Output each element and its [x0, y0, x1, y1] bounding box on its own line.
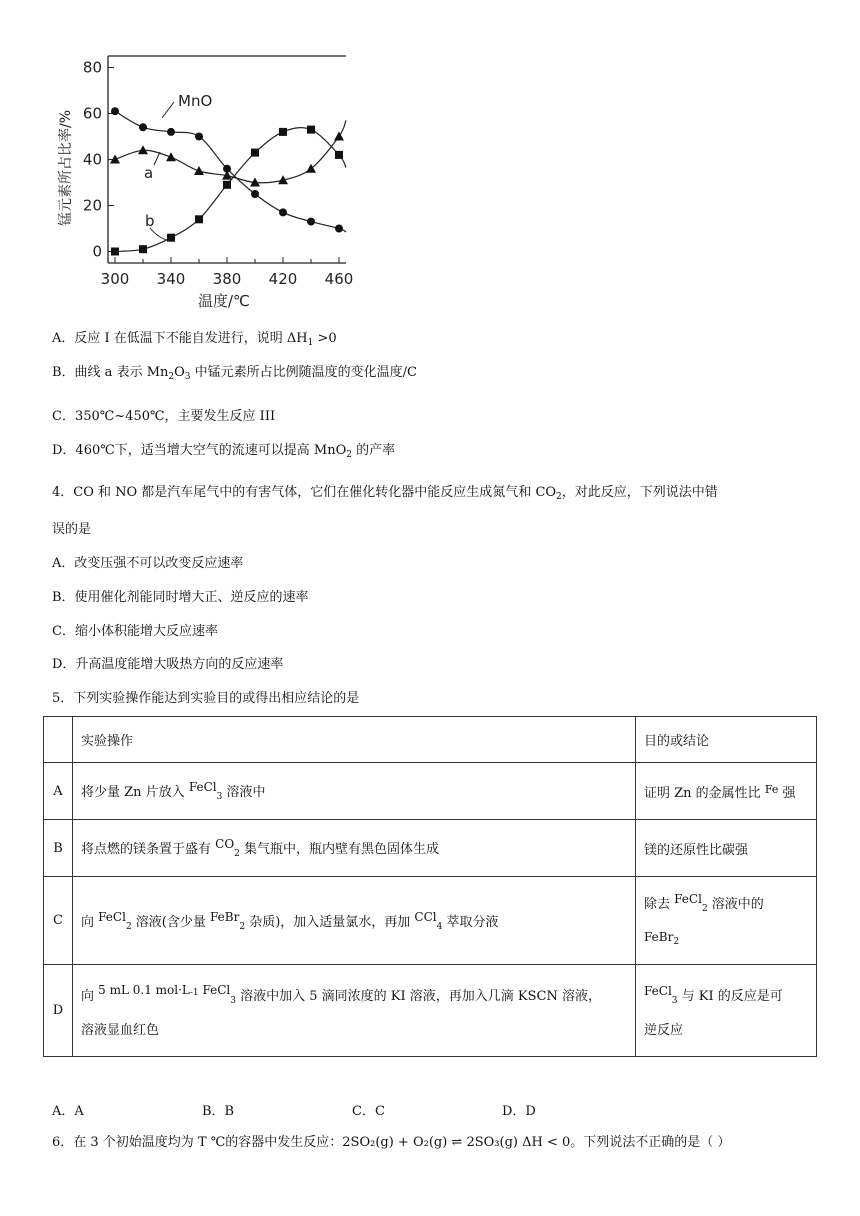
q4-option-a-text: A．改变压强不可以改变反应速率 [52, 556, 244, 571]
q3-option-a-text: A．反应 I 在低温下不能自发进行，说明 ΔH [52, 331, 308, 346]
series-label-a: a [144, 164, 154, 182]
q3-d-sub: 2 [346, 450, 352, 460]
q5-row-a [44, 763, 817, 820]
manganese-ratio-chart [50, 48, 360, 318]
q5-choice-a: A．A [52, 1104, 84, 1119]
q3-b-tail: 中锰元素所占比例随温度的变化温度/C [190, 365, 417, 380]
q5-d-op-chem: FeCl [198, 983, 231, 997]
q5-c-goal-chem2: FeBr [644, 930, 674, 944]
q5-c-op-pre: 向 [81, 914, 99, 930]
q5-a-goal-chem: Fe [764, 782, 779, 796]
q5-header-row [44, 717, 817, 763]
q5-d-goal-line2: 逆反应 [644, 1022, 684, 1038]
q5-table [43, 716, 817, 1057]
q5-c-op-chem1: FeCl [98, 909, 126, 924]
y-tick-label: 20 [82, 196, 102, 215]
q5-d-goal-sub: 3 [671, 995, 678, 1006]
q5-header-goal: 目的或结论 [636, 717, 817, 763]
q5-c-op-sub2: 2 [239, 921, 246, 932]
q3-option-c-text: C．350℃~450℃，主要发生反应 III [52, 409, 276, 424]
marker-triangle [138, 145, 148, 154]
series-label-mno: MnO [178, 92, 213, 110]
marker-square [335, 151, 343, 159]
q5-c-goal-sub2: 2 [673, 937, 680, 947]
marker-circle [111, 107, 119, 115]
q3-b-sub1: 2 [168, 372, 175, 382]
q5-row-d-op [73, 965, 636, 1057]
q5-c-goal-mid: 溶液中的 [707, 897, 764, 912]
q5-stem [52, 690, 359, 708]
q5-row-d-goal [636, 965, 817, 1057]
marker-triangle [166, 152, 176, 161]
q5-c-op-mid2: 杂质)，加入适量氯水，再加 [245, 914, 415, 930]
q5-header-label [44, 717, 73, 763]
q3-option-c [52, 408, 275, 426]
q5-a-op-chem: FeCl [188, 780, 217, 794]
q5-row-d [44, 965, 817, 1057]
series-line-2 [115, 128, 346, 252]
marker-square [279, 128, 287, 136]
q5-row-b [44, 820, 817, 877]
q5-c-op-mid1: 溶液(含少量 [131, 914, 211, 930]
q5-choice-d: D．D [502, 1104, 536, 1119]
q4-stem-tail: ，对此反应，下列说法中错 [561, 485, 718, 500]
q6-stem-text: 6．在 3 个初始温度均为 T ℃的容器中发生反应：2SO₂(g) + O₂(g) ⇌ 2SO₃(g) ΔH < 0。下列说法不正确的是（ ） [52, 1135, 731, 1150]
q5-c-goal-pre: 除去 [644, 897, 675, 912]
q5-row-c-op [73, 877, 636, 965]
marker-triangle [194, 166, 204, 175]
q5-row-c-goal [636, 877, 817, 965]
q5-header-op: 实验操作 [73, 717, 636, 763]
marker-square [111, 248, 119, 256]
q4-option-c [52, 623, 218, 641]
q5-c-op-chem2: FeBr [210, 909, 240, 924]
q5-row-c-label: C [44, 877, 73, 965]
marker-square [251, 149, 259, 157]
q3-option-b [52, 364, 417, 386]
q3-a-sub: 1 [307, 338, 314, 348]
marker-square [195, 215, 203, 223]
q6-stem [52, 1134, 730, 1152]
leader-a [154, 152, 160, 165]
q5-stem-text: 5．下列实验操作能达到实验目的或得出相应结论的是 [52, 691, 360, 706]
x-tick-label: 420 [268, 270, 298, 288]
marker-circle [167, 128, 175, 136]
q4-option-d [52, 656, 283, 674]
marker-circle [195, 133, 203, 141]
marker-circle [139, 123, 147, 131]
q4-stem-line1 [52, 484, 718, 506]
x-tick-label: 300 [100, 270, 130, 288]
q5-row-c [44, 877, 817, 965]
marker-circle [335, 225, 343, 233]
q3-b-pre: B．曲线 a 表示 Mn [52, 365, 169, 380]
q5-d-op-sub: 3 [230, 996, 236, 1006]
marker-square [223, 181, 231, 189]
leader-mno [162, 102, 174, 118]
marker-circle [279, 208, 287, 216]
q5-b-op-pre: 将点燃的镁条置于盛有 [81, 842, 216, 857]
q5-row-d-label: D [44, 965, 73, 1057]
y-tick-label: 0 [92, 242, 102, 261]
q5-c-op-sub1: 2 [125, 921, 132, 932]
q5-d-op-pre: 向 [81, 989, 99, 1004]
q5-a-goal-tail: 强 [778, 785, 796, 801]
q4-stem-pre: 4．CO 和 NO 都是汽车尾气中的有害气体，它们在催化转化器中能反应生成氮气和 CO [52, 485, 557, 500]
series-label-b: b [145, 212, 155, 230]
y-tick-label: 60 [82, 104, 102, 123]
x-axis-label: 温度/℃ [198, 292, 250, 310]
q4-option-c-text: C．缩小体积能增大反应速率 [52, 624, 218, 639]
q4-option-b-text: B．使用催化剂能同时增大正、逆反应的速率 [52, 590, 309, 605]
x-tick-label: 380 [212, 270, 242, 288]
q5-d-goal-mid: 与 KI 的反应是可 [677, 988, 783, 1004]
q5-c-op-tail: 萃取分液 [442, 914, 499, 930]
q5-b-op-sub: 2 [234, 849, 240, 859]
q5-d-op-line2: 溶液显血红色 [81, 1023, 160, 1038]
q5-a-op-sub: 3 [216, 792, 223, 802]
q4-option-a [52, 555, 243, 573]
y-axis-label: 锰元素所占比率/% [58, 109, 74, 226]
q3-option-d [52, 442, 395, 464]
marker-triangle [334, 132, 344, 141]
q4-stem-line2-text: 误的是 [52, 522, 92, 537]
q5-choice-b: B．B [202, 1104, 235, 1119]
marker-square [139, 245, 147, 253]
q3-option-a [52, 330, 337, 352]
q4-stem-line2 [52, 521, 91, 539]
q4-option-b [52, 589, 309, 607]
q5-row-b-goal: 镁的还原性比碳强 [636, 820, 817, 877]
q3-d-pre: D．460℃下，适当增大空气的流速可以提高 MnO [52, 443, 347, 458]
q5-d-goal-chem: FeCl [644, 983, 672, 998]
q5-row-b-label: B [44, 820, 73, 877]
q5-row-a-label: A [44, 763, 73, 820]
marker-circle [307, 218, 315, 226]
q5-c-op-chem3: CCl [414, 909, 437, 924]
q4-stem-sub: 2 [556, 492, 562, 502]
q5-row-b-op [73, 820, 636, 877]
q4-option-d-text: D．升高温度能增大吸热方向的反应速率 [52, 657, 284, 672]
q5-a-op-pre: 将少量 Zn 片放入 [81, 785, 189, 800]
q5-d-op-mid: 溶液中加入 5 滴同浓度的 KI 溶液，再加入几滴 KSCN 溶液， [236, 989, 601, 1004]
q5-c-goal-chem: FeCl [674, 892, 702, 906]
q3-d-tail: 的产率 [352, 443, 396, 458]
x-tick-label: 340 [156, 270, 186, 288]
y-tick-label: 40 [82, 150, 102, 169]
q5-row-a-op [73, 763, 636, 820]
y-tick-label: 80 [82, 58, 102, 77]
q5-c-op-sub3: 4 [436, 921, 443, 932]
q5-b-op-chem: CO [215, 837, 235, 851]
marker-square [307, 126, 315, 134]
q5-row-a-goal [636, 763, 817, 820]
q5-c-goal-sub: 2 [701, 904, 708, 914]
q3-b-mid: O [174, 365, 185, 380]
q5-a-goal-pre: 证明 Zn 的金属性比 [644, 785, 765, 801]
q5-b-op-tail: 集气瓶中，瓶内壁有黑色固体生成 [239, 842, 440, 857]
q5-d-op-conc: 5 mL 0.1 mol·L [98, 983, 190, 997]
x-tick-label: 460 [324, 270, 354, 288]
q5-a-op-tail: 溶液中 [222, 785, 266, 800]
q5-choice-c: C．C [352, 1104, 385, 1119]
q3-b-sub2: 3 [184, 372, 191, 382]
marker-circle [251, 190, 259, 198]
q3-a-tail: >0 [313, 331, 337, 346]
q5-d-op-sup: -1 [189, 988, 199, 998]
